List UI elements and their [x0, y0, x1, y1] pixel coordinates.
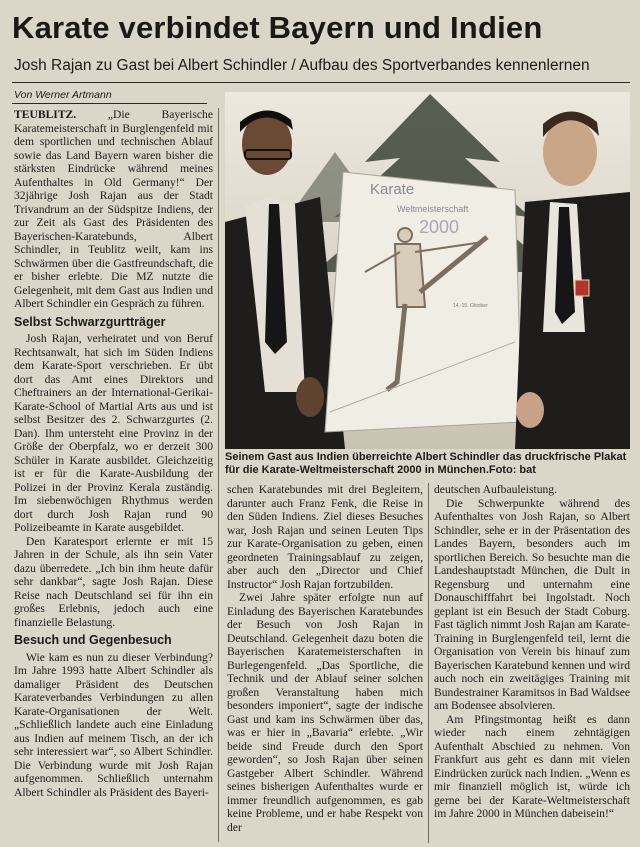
byline: Von Werner Artmann	[14, 89, 112, 101]
paragraph: deutschen Aufbauleistung.	[434, 483, 557, 496]
column-divider	[218, 108, 219, 842]
byline-rule	[12, 103, 207, 104]
header-rule	[12, 82, 630, 83]
subheadline: Josh Rajan zu Gast bei Albert Schindler / Aufbau des Sportverbandes kennenlernen	[14, 57, 590, 74]
poster-year: 2000	[419, 217, 460, 237]
headline: Karate verbindet Bayern und Indien	[12, 10, 543, 45]
paragraph: Am Pfingstmontag heißt es dann wieder nach einem zehntägigen Aufenthalt Abschied zu nehmen. Von Frankfurt aus geht es dann mit vielen Eindrücken zurück nach Indien. „Wenn es mir finanziell möglich ist, würde ich gerne bei der Karate-Weltmeisterschaft im Jahre 2000 in München dabeisein!“	[434, 712, 630, 820]
column-right	[434, 483, 630, 843]
dateline: TEUBLITZ.	[14, 108, 77, 121]
intro-paragraph	[14, 108, 213, 311]
paragraph: schen Karatebundes mit drei Begleitern, darunter auch Franz Fenk, die Reise in den Süden Indiens. Ziel dieses Besuches war, Josh Rajan und seinen Leuten Tips zur Karate-Organisation zu geben, einen geordneten Trainingsablauf zu zeigen, aber auch den „Director und Chief Instructor“ Josh Rajan fortzubilden.	[227, 483, 423, 591]
poster-subtitle: Weltmeisterschaft	[397, 204, 469, 214]
photo-illustration	[225, 92, 630, 449]
poster-dates: 14.-15. Oktober	[453, 303, 488, 309]
paragraph: Wie kam es nun zu dieser Verbindung? Im Jahre 1993 hatte Albert Schindler als damaliger Präsident des Deutschen Karateverbandes Verbindungen zu allen Karate-Organisationen der Welt. „Schließlich landete auch eine Einladung aus Indien auf meinem Tisch, an der ich sehr interessiert war“, so Albert Schindler. Die Verbindung wurde mit Josh Rajan aufgenommen. Schließlich unternahm Albert Schindler als Präsident des Bayeri-	[14, 650, 213, 799]
column-left	[14, 108, 213, 842]
paragraph: Die Schwerpunkte während des Aufenthaltes von Josh Rajan, so Albert Schindler, sehe er in der Präsentation des Landes Bayern, besonders auch im sportlichen Bereich. So besuchte man die Landeshauptstadt München, die Dult in Regensburg und unternahm eine Donauschifffahrt bei Ingolstadt. Noch geplant ist ein Besuch der Stadt Coburg. Fast täglich nimmt Josh Rajan am Karate-Training in Burglengenfeld teil, lernt die Organisation von Verein bis hinauf zum Bayerischen Karatebund kennen und wird auch noch ein zweitägiges Training mit Bundestrainer Karamitsos in Bad Waldsee am Bodensee absolvieren.	[434, 496, 630, 712]
intro-text: „Die Bayerische Karatemeisterschaft in Burglengenfeld mit dem sportlichen und technischen Ablauf sowie das Land Bayern waren bisher die stärksten Eindrücke während meines Aufenthaltes in Old Germany!“ Der 32jährige Josh Rajan aus der Stadt Trivandrum an der Südspitze Indiens, der zur Zeit als Gast des Präsidenten des Bayerischen-Karatebunds, Albert Schindler, in Teublitz weilt, kam ins Schwärmen über die Gastfreundschaft, die er bisher erlebte. Die MZ nutzte die Gelegenheit, mit dem Gast aus Indien und Albert Schindler ein Gespräch zu führen.	[14, 108, 213, 310]
karate-poster	[325, 172, 522, 432]
paragraph: Zwei Jahre später erfolgte nun auf Einladung des Bayerischen Karatebundes der Besuch von Josh Rajan in Deutschland. Gelegenheit dazu boten die Bayerischen Karatemeisterschaften in Burlegengenfeld. „Das Sportliche, die Technik und der Ablauf seiner solchen großen Veranstaltung haben mich besonders imponiert“, sagte der indische Gast und kam ins Schwärmen über das, was er hier in „Bavaria“ erlebte. „Wir beide sind Freude durch den Sport geworden“, so Josh Rajan über seinen Gastgeber Albert Schindler. Während seines bisherigen Aufenthaltes wurde er immer freundlich aufgenommen, es gab keine Probleme, und er habe Respekt von der	[227, 591, 423, 834]
person-right	[515, 111, 630, 449]
paragraph: Josh Rajan, verheiratet und von Beruf Rechtsanwalt, hat sich im Süden Indiens dem Karate-Sport verschrieben. Er übt dort das Amt eines Direktors und Cheftrainers an der International-Gerikai-Karate-School of Martial Arts aus und ist selbst Besitzer des 2. Schwarzgurtes (2. Dan). Ihm untersteht eine Provinz in der Größe der Oberpfalz, wo er derzeit 300 Schüler in Karate ausbildet. Gleichzeitig ist er für die Karate-Ausbildung der Polizei in der Provinz Kerala zuständig. Im siebenwöchigen Rhythmus werden dort durch Josh Rajan rund 90 Polizeibeamte in Karate ausgebildet.	[14, 332, 213, 534]
section-heading-besuch: Besuch und Gegenbesuch	[14, 633, 172, 647]
photo-caption: Seinem Gast aus Indien überreichte Albert Schindler das druckfrische Plakat für die Karate-Weltmeisterschaft 2000 in München.Foto: bat	[225, 451, 627, 476]
column-middle	[227, 483, 423, 843]
article-photo	[225, 92, 630, 449]
paragraph: Den Karatesport erlernte er mit 15 Jahren in der Schule, als ihn sein Vater dazu überredete. „Ich bin ihm heute dafür sehr dankbar“, sagte Josh Rajan. Diese Reise nach Deutschland sei für ihn ein großes Erlebnis, jedoch auch eine finanzielle Belastung.	[14, 534, 213, 629]
column-divider	[428, 483, 429, 843]
poster-title: Karate	[370, 181, 415, 198]
section-heading-schwarzgurt: Selbst Schwarzgurtträger	[14, 314, 166, 329]
